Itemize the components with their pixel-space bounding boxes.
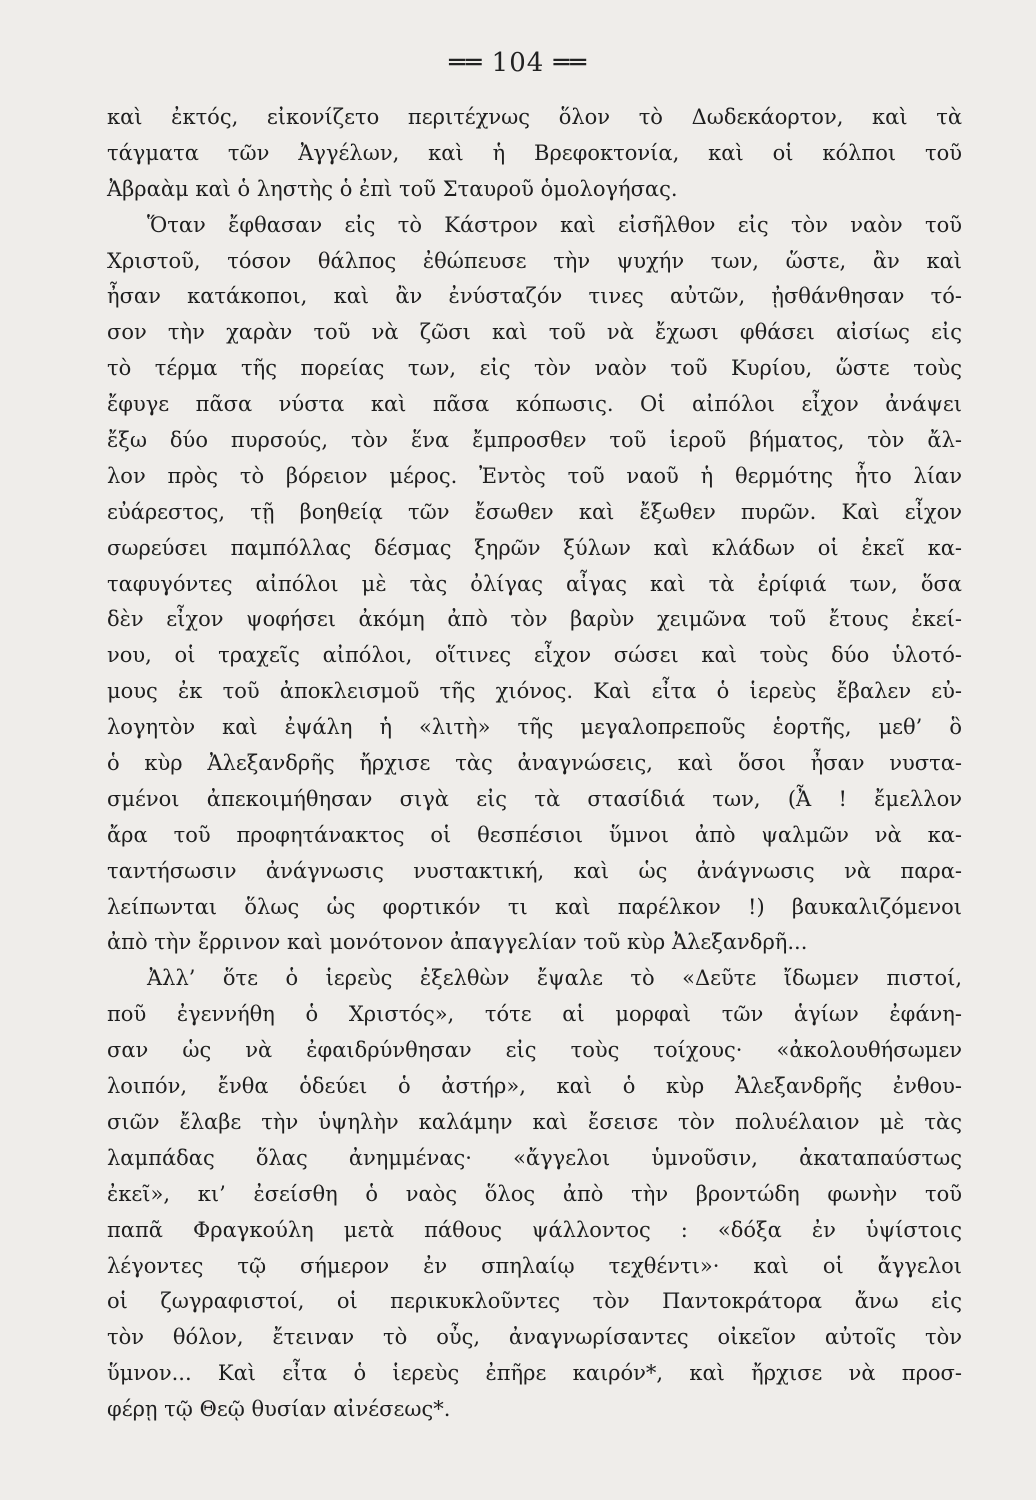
text-line: ἀπὸ τὴν ἔρρινον καὶ μονότονον ἀπαγγελίαν τοῦ κὺρ Ἀλεξανδρῆ... [107,930,808,955]
text-line: ἐκεῖ», κι’ ἐσείσθη ὁ ναὸς ὅλος ἀπὸ τὴν βροντώδη φωνὴν τοῦ [107,1181,962,1206]
text-line: σον τὴν χαρὰν τοῦ νὰ ζῶσι καὶ τοῦ νὰ ἔχωσι φθάσει αἰσίως εἰς [107,320,962,345]
text-line: φέρῃ τῷ Θεῷ θυσίαν αἰνέσεως*. [107,1397,451,1422]
page-number [0,48,1036,78]
text-line: Ἀβραὰμ καὶ ὁ ληστὴς ὁ ἐπὶ τοῦ Σταυροῦ ὁμολογήσας. [107,176,678,201]
text-line: Ἀλλ’ ὅτε ὁ ἱερεὺς ἐξελθὼν ἔψαλε τὸ «Δεῦτε ἴδωμεν πιστοί, [147,966,962,991]
text-line: ἔξω δύο πυρσούς, τὸν ἕνα ἔμπροσθεν τοῦ ἱεροῦ βήματος, τὸν ἄλ- [107,428,962,453]
text-line: νου, οἱ τραχεῖς αἰπόλοι, οἵτινες εἶχον σώσει καὶ τοὺς δύο ὑλοτό- [107,643,962,668]
text-line: τὸ τέρμα τῆς πορείας των, εἰς τὸν ναὸν τοῦ Κυρίου, ὥστε τοὺς [107,356,962,381]
page-number-text: 104 [491,48,545,78]
text-line: ταντήσωσιν ἀνάγνωσις νυστακτική, καὶ ὡς ἀνάγνωσις νὰ παρα- [107,858,962,883]
text-line: μους ἐκ τοῦ ἀποκλεισμοῦ τῆς χιόνος. Καὶ εἶτα ὁ ἱερεὺς ἔβαλεν εὐ- [107,679,962,704]
text-line: λον πρὸς τὸ βόρειον μέρος. Ἐντὸς τοῦ ναοῦ ἡ θερμότης ἦτο λίαν [107,463,962,488]
text-line: ὕμνον... Καὶ εἶτα ὁ ἱερεὺς ἐπῆρε καιρόν*, καὶ ἤρχισε νὰ προσ- [107,1361,962,1386]
body-text [107,100,962,1428]
text-line: ποῦ ἐγεννήθη ὁ Χριστός», τότε αἱ μορφαὶ τῶν ἁγίων ἐφάνη- [107,1002,962,1027]
text-line: λαμπάδας ὅλας ἀνημμένας· «ἄγγελοι ὑμνοῦσιν, ἀκαταπαύστως [107,1145,962,1170]
text-line: εὐάρεστος, τῇ βοηθείᾳ τῶν ἔσωθεν καὶ ἔξωθεν πυρῶν. Καὶ εἶχον [107,499,962,524]
page-number-rule-right: ══ [544,48,587,78]
text-line: λέγοντες τῷ σήμερον ἐν σπηλαίῳ τεχθέντι»· καὶ οἱ ἄγγελοι [107,1253,962,1278]
text-line: δὲν εἶχον ψοφήσει ἀκόμη ἀπὸ τὸν βαρὺν χειμῶνα τοῦ ἔτους ἐκεί- [107,607,962,632]
text-line: παπᾶ Φραγκούλη μετὰ πάθους ψάλλοντος : «δόξα ἐν ὑψίστοις [107,1217,962,1242]
text-line: οἱ ζωγραφιστοί, οἱ περικυκλοῦντες τὸν Παντοκράτορα ἄνω εἰς [107,1289,962,1314]
text-line: σωρεύσει παμπόλλας δέσμας ξηρῶν ξύλων καὶ κλάδων οἱ ἐκεῖ κα- [107,535,962,560]
text-line: ἄρα τοῦ προφητάνακτος οἱ θεσπέσιοι ὕμνοι ἀπὸ ψαλμῶν νὰ κα- [107,822,962,847]
text-line: ἦσαν κατάκοποι, καὶ ἂν ἐνύσταζόν τινες αὐτῶν, ᾐσθάνθησαν τό- [107,284,962,309]
text-line: τάγματα τῶν Ἀγγέλων, καὶ ἡ Βρεφοκτονία, καὶ οἱ κόλποι τοῦ [107,140,962,165]
text-line: ἔφυγε πᾶσα νύστα καὶ πᾶσα κόπωσις. Οἱ αἰπόλοι εἶχον ἀνάψει [107,392,962,417]
text-line: ὁ κὺρ Ἀλεξανδρῆς ἤρχισε τὰς ἀναγνώσεις, καὶ ὅσοι ἦσαν νυστα- [107,751,962,776]
text-line: ταφυγόντες αἰπόλοι μὲ τὰς ὀλίγας αἶγας καὶ τὰ ἐρίφιά των, ὅσα [107,571,962,596]
text-line: τὸν θόλον, ἔτειναν τὸ οὖς, ἀναγνωρίσαντες οἰκεῖον αὐτοῖς τὸν [107,1325,962,1350]
text-line: καὶ ἐκτός, εἰκονίζετο περιτέχνως ὅλον τὸ Δωδεκάορτον, καὶ τὰ [107,105,962,129]
text-line: λοιπόν, ἔνθα ὁδεύει ὁ ἀστήρ», καὶ ὁ κὺρ Ἀλεξανδρῆς ἐνθου- [107,1074,962,1099]
text-line: σιῶν ἔλαβε τὴν ὑψηλὴν καλάμην καὶ ἔσεισε τὸν πολυέλαιον μὲ τὰς [107,1109,962,1134]
text-line: σαν ὡς νὰ ἐφαιδρύνθησαν εἰς τοὺς τοίχους· «ἀκολουθήσωμεν [107,1038,962,1063]
text-line: σμένοι ἀπεκοιμήθησαν σιγὰ εἰς τὰ στασίδιά των, (Ἆ ! ἔμελλον [107,786,962,811]
page-number-rule-left: ══ [449,48,492,78]
text-line: Ὅταν ἔφθασαν εἰς τὸ Κάστρον καὶ εἰσῆλθον εἰς τὸν ναὸν τοῦ [147,212,962,237]
text-line: Χριστοῦ, τόσον θάλπος ἐθώπευσε τὴν ψυχήν των, ὥστε, ἂν καὶ [107,248,962,273]
text-line: λείπωνται ὅλως ὡς φορτικόν τι καὶ παρέλκον !) βαυκαλιζόμενοι [107,894,962,919]
text-line: λογητὸν καὶ ἐψάλη ἡ «λιτὴ» τῆς μεγαλοπρεποῦς ἑορτῆς, μεθ’ ὃ [107,715,962,740]
